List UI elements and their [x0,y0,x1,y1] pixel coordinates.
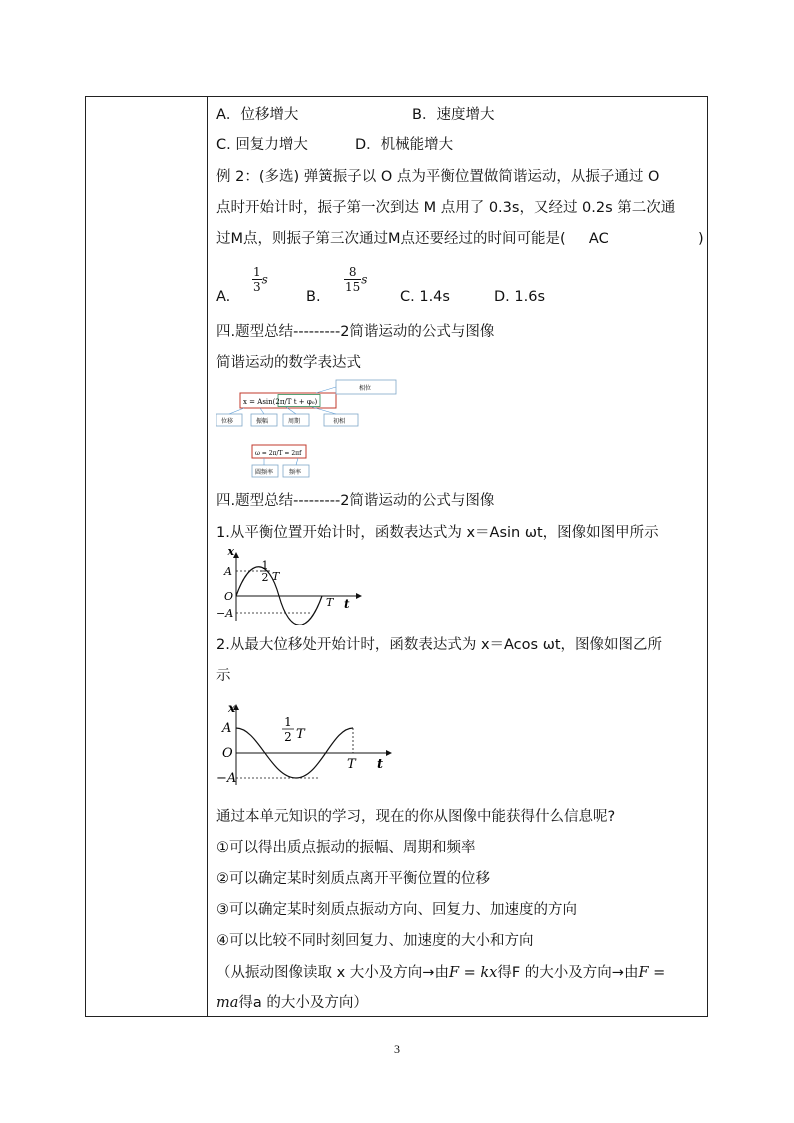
sine-half-den: 2 [261,571,269,584]
cosine-T-label: T [347,757,356,772]
summary-point-2: ②可以确定某时刻质点离开平衡位置的位移 [216,871,490,887]
note-part-b: 得F 的大小及方向→由 [497,965,639,981]
frac-a-unit: s [261,272,268,287]
cosine-half-den: 2 [284,730,292,744]
example2-option-c: C. 1.4s [400,289,450,305]
label-phase: 相位 [359,385,372,392]
sine-x-label: x [227,549,234,558]
sine-half-T: T [272,570,280,583]
note-part-a: （从振动图像读取 x 大小及方向→由 [216,965,449,981]
example2-option-d: D. 1.6s [494,289,545,305]
section-subheading: 简谐运动的数学表达式 [216,355,361,371]
example2-line2: 点时开始计时，振子第一次到达 M 点用了 0.3s，又经过 0.2s 第二次通 [216,200,676,216]
item-1-text: 1.从平衡位置开始计时，函数表达式为 x＝Asin ωt，图像如图甲所示 [216,525,659,541]
frac-b-unit: s [361,272,368,287]
sine-O-label: O [224,590,234,603]
omega-formula: ω = 2π/T = 2πf [255,450,302,457]
label-frequency: 频率 [289,469,302,476]
option-b: B．速度增大 [412,107,495,123]
summary-question: 通过本单元知识的学习，现在的你从图像中能获得什么信息呢? [216,809,616,825]
section-heading-2: 四.题型总结---------2简谐运动的公式与图像 [216,493,495,509]
example2-option-b-label: B. [306,289,321,305]
label-initial-phase: 初相 [333,418,346,425]
cosine-O-label: O [222,746,233,761]
frac-a-den: 3 [253,280,261,294]
example2-option-a-label: A. [216,289,231,305]
frac-a-num: 1 [253,265,261,279]
sine-T-label: T [326,596,334,609]
summary-point-1: ①可以得出质点振动的振幅、周期和频率 [216,840,476,856]
example2-option-a-value [252,265,268,294]
sine-graph [216,549,366,625]
sine-t-label: t [344,597,350,611]
label-amplitude: 振幅 [256,418,269,425]
summary-point-4: ④可以比较不同时刻回复力、加速度的大小和方向 [216,933,534,949]
item-2-text-line2: 示 [216,668,231,684]
example2-answer: AC [588,231,609,247]
label-period: 周期 [288,418,301,425]
note-formula-1: F = kx [448,965,498,981]
example2-line1: 例 2：(多选) 弹簧振子以 O 点为平衡位置做简谐运动，从振子通过 O [216,169,660,185]
example2-option-b-value [344,265,367,294]
sine-A-label: A [224,565,232,578]
option-c: C. 回复力增大 [216,137,308,153]
cosine-half-T: T [296,727,305,742]
summary-note-line1 [216,963,665,983]
page-number: 3 [394,1042,400,1056]
frac-b-num: 8 [344,265,361,280]
content-table [85,96,708,1017]
cosine-t-label: t [377,757,384,772]
cosine-half-num: 1 [284,715,292,729]
label-angular-frequency: 圆频率 [255,469,274,476]
label-displacement: 位移 [221,418,234,425]
formula-text: x = Asin(2π/T t + φ₀) [243,398,318,406]
note-part-c: 得a 的大小及方向） [238,995,368,1011]
sine-half-num: 1 [261,559,269,572]
summary-point-3: ③可以确定某时刻质点振动方向、回复力、加速度的方向 [216,902,577,918]
sine-negA-label: −A [216,607,234,620]
formula-diagram [216,379,406,487]
example2-line3 [216,229,609,249]
example2-line3-text: 过M点，则振子第三次通过M点还要经过的时间可能是( [216,231,566,247]
cosine-negA-label: −A [216,771,237,786]
cosine-x-label: x [228,701,236,715]
example2-close-paren: ) [698,231,704,247]
frac-b-den: 15 [345,280,361,294]
cosine-A-label: A [222,721,232,736]
option-d: D．机械能增大 [355,137,454,153]
content-cell [216,97,704,1016]
note-formula-2: F = [638,965,666,981]
note-formula-3: ma [216,995,239,1011]
summary-note-line2 [216,993,368,1013]
item-2-text-line1: 2.从最大位移处开始计时，函数表达式为 x＝Acos ωt，图像如图乙所 [216,637,663,653]
cosine-graph [216,701,396,787]
column-divider [207,97,208,1016]
option-a: A．位移增大 [216,107,299,123]
section-heading-1: 四.题型总结---------2简谐运动的公式与图像 [216,324,495,340]
